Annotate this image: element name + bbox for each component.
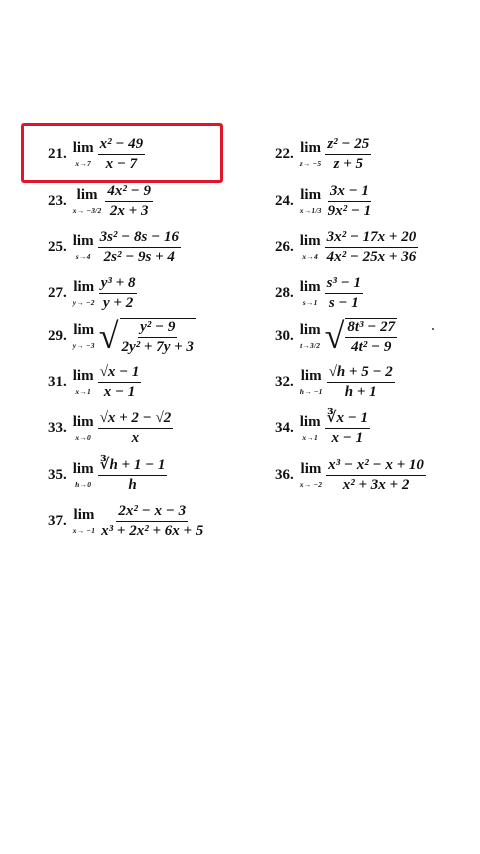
denominator: 4t² − 9 xyxy=(351,339,392,355)
limit-subscript: x→7 xyxy=(75,159,91,169)
limit-subscript: s→4 xyxy=(75,252,91,262)
numerator: √x + 2 − √2 xyxy=(98,411,174,429)
numerator: ∛h + 1 − 1 xyxy=(98,458,168,476)
problem-23 xyxy=(48,184,153,219)
numerator: 3x² − 17x + 20 xyxy=(325,230,419,248)
problem-25 xyxy=(48,230,181,265)
fraction xyxy=(98,137,146,172)
problem-22 xyxy=(275,137,371,172)
problem-number: 36. xyxy=(275,467,294,483)
limit-operator: lim x→7 xyxy=(72,140,94,169)
denominator: x − 1 xyxy=(331,430,364,446)
denominator: 9x² − 1 xyxy=(327,203,372,219)
numerator: z² − 25 xyxy=(325,137,371,155)
problem-number: 31. xyxy=(48,374,67,390)
limit-subscript: t→3/2 xyxy=(300,341,321,351)
problem-number: 24. xyxy=(275,193,294,209)
limit-operator: lim x→ −3/2 xyxy=(72,187,102,216)
denominator: 2x + 3 xyxy=(109,203,149,219)
denominator: 2s² − 9s + 4 xyxy=(103,249,175,265)
limit-operator: lim x→1 xyxy=(299,414,321,443)
fraction xyxy=(345,318,397,355)
denominator: h + 1 xyxy=(344,384,377,400)
problem-number: 28. xyxy=(275,285,294,301)
limit-subscript: x→4 xyxy=(302,252,318,262)
problem-30 xyxy=(275,318,397,355)
numerator: 3s² − 8s − 16 xyxy=(98,230,181,248)
numerator: ∛x − 1 xyxy=(325,411,370,429)
denominator: 4x² − 25x + 36 xyxy=(326,249,417,265)
limit-operator: lim x→0 xyxy=(72,414,94,443)
problem-number: 37. xyxy=(48,513,67,529)
problem-number: 32. xyxy=(275,374,294,390)
numerator: y³ + 8 xyxy=(99,276,138,294)
fraction xyxy=(120,318,196,355)
fraction xyxy=(98,365,142,400)
problem-number: 26. xyxy=(275,239,294,255)
fraction xyxy=(325,137,371,172)
limit-operator: lim x→4 xyxy=(299,233,321,262)
limit-subscript: x→ −3/2 xyxy=(72,206,102,216)
numerator: x³ − x² − x + 10 xyxy=(326,458,426,476)
denominator: x − 7 xyxy=(105,156,138,172)
fraction xyxy=(98,458,168,493)
problem-33 xyxy=(48,411,173,446)
limit-subscript: h→0 xyxy=(75,480,92,490)
numerator: 2x² − x − 3 xyxy=(116,504,188,522)
limit-subscript: x→ −2 xyxy=(299,480,323,490)
radical-sign: √ xyxy=(98,316,119,356)
limit-operator: lim x→1 xyxy=(72,368,94,397)
limit-subscript: x→1 xyxy=(75,387,91,397)
numerator: s³ − 1 xyxy=(325,276,363,294)
numerator: 4x² − 9 xyxy=(105,184,153,202)
problem-29 xyxy=(48,318,196,355)
denominator: y + 2 xyxy=(102,295,134,311)
numerator: 3x − 1 xyxy=(328,184,371,202)
stray-dot xyxy=(432,328,434,330)
denominator: x − 1 xyxy=(103,384,136,400)
fraction xyxy=(99,276,138,311)
numerator: √x − 1 xyxy=(98,365,142,383)
limit-subscript: h→ −1 xyxy=(299,387,323,397)
limit-operator: lim s→4 xyxy=(72,233,94,262)
problem-21 xyxy=(48,137,145,172)
limit-operator: lim h→0 xyxy=(72,461,94,490)
limit-subscript: x→0 xyxy=(75,433,91,443)
problem-24 xyxy=(275,184,373,219)
limit-operator: lim y→ −3 xyxy=(72,322,95,351)
problem-35 xyxy=(48,458,167,493)
limit-operator: lim x→ −1 xyxy=(72,507,96,536)
fraction xyxy=(325,411,370,446)
denominator: x xyxy=(131,430,140,446)
fraction xyxy=(98,230,181,265)
fraction xyxy=(98,411,174,446)
limit-operator: lim z→ −5 xyxy=(299,140,322,169)
fraction xyxy=(326,458,426,493)
fraction xyxy=(105,184,153,219)
fraction xyxy=(326,184,374,219)
limit-subscript: y→ −3 xyxy=(72,341,95,351)
problem-31 xyxy=(48,365,141,400)
denominator: x³ + 2x² + 6x + 5 xyxy=(101,523,204,539)
fraction xyxy=(99,504,205,539)
limit-subscript: x→1/3 xyxy=(299,206,322,216)
limit-operator: lim h→ −1 xyxy=(299,368,323,397)
problem-28 xyxy=(275,276,363,311)
denominator: h xyxy=(128,477,137,493)
problem-number: 29. xyxy=(48,328,67,344)
problem-number: 30. xyxy=(275,328,294,344)
square-root xyxy=(325,318,398,355)
fraction xyxy=(325,276,363,311)
square-root xyxy=(99,318,196,355)
denominator: s − 1 xyxy=(328,295,359,311)
numerator: √h + 5 − 2 xyxy=(327,365,395,383)
limit-subscript: s→1 xyxy=(302,298,318,308)
limit-subscript: y→ −2 xyxy=(72,298,95,308)
limit-operator: lim s→1 xyxy=(299,279,321,308)
problem-34 xyxy=(275,411,370,446)
limit-subscript: x→1 xyxy=(302,433,318,443)
problem-number: 34. xyxy=(275,420,294,436)
problem-number: 33. xyxy=(48,420,67,436)
problem-26 xyxy=(275,230,418,265)
problem-27 xyxy=(48,276,137,311)
problem-number: 23. xyxy=(48,193,67,209)
denominator: z + 5 xyxy=(333,156,363,172)
problem-number: 25. xyxy=(48,239,67,255)
numerator: 8t³ − 27 xyxy=(345,320,397,338)
radical-sign: √ xyxy=(324,316,345,356)
problem-number: 21. xyxy=(48,146,67,162)
limit-operator: lim y→ −2 xyxy=(72,279,95,308)
problem-36 xyxy=(275,458,426,493)
denominator: x² + 3x + 2 xyxy=(342,477,410,493)
numerator: y² − 9 xyxy=(138,320,177,338)
problem-number: 35. xyxy=(48,467,67,483)
problem-32 xyxy=(275,365,395,400)
denominator: 2y² + 7y + 3 xyxy=(121,339,194,355)
limit-subscript: x→ −1 xyxy=(72,526,96,536)
limit-subscript: z→ −5 xyxy=(299,159,322,169)
fraction xyxy=(325,230,419,265)
limit-operator: lim x→ −2 xyxy=(299,461,323,490)
limit-operator: lim t→3/2 xyxy=(299,322,321,351)
problem-number: 22. xyxy=(275,146,294,162)
problem-number: 27. xyxy=(48,285,67,301)
fraction xyxy=(327,365,395,400)
limit-operator: lim x→1/3 xyxy=(299,187,322,216)
numerator: x² − 49 xyxy=(98,137,146,155)
problem-37 xyxy=(48,504,205,539)
